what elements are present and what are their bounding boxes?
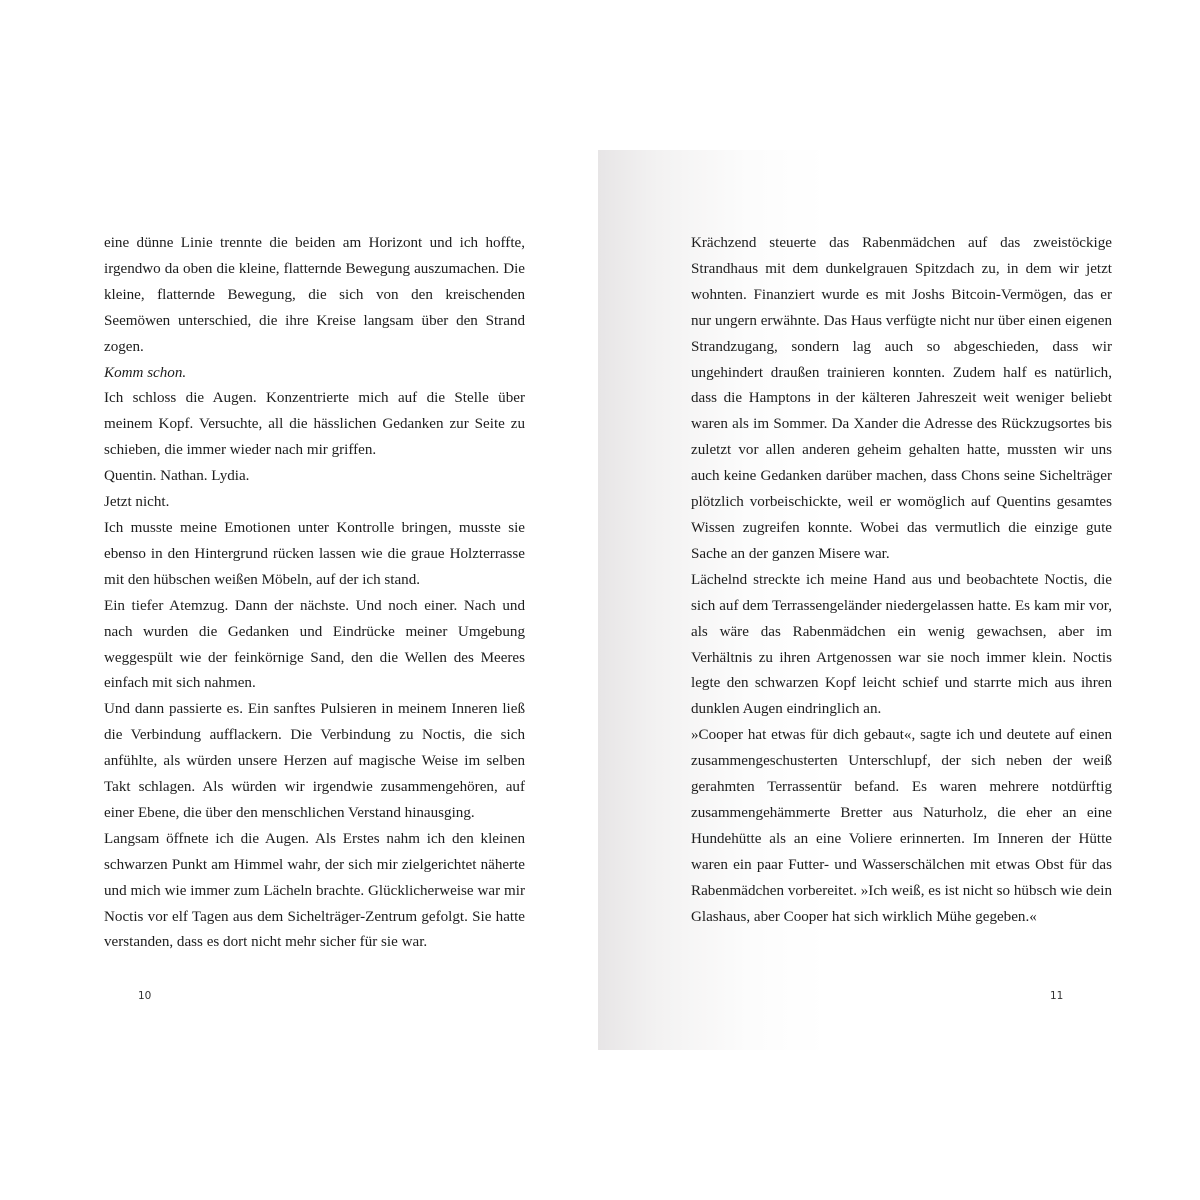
paragraph: Lächelnd streckte ich meine Hand aus und beobachtete Noctis, die sich auf dem Terrassengeländer niedergelassen hatte. Es kam mir vor, als wäre das Rabenmädchen ein wenig gewachsen, aber im Verhältnis zu ihren Artgenossen war sie noch immer klein. Noctis legte den schwarzen Kopf leicht schief und starrte mich aus ihren dunklen Augen eindringlich an. [691,571,1112,718]
page-number: 10 [138,990,152,1002]
paragraph: Ein tiefer Atemzug. Dann der nächste. Und noch einer. Nach und nach wurden die Gedanken und Eindrücke meiner Umgebung weggespült wie der feinkörnige Sand, den die Wellen des Meeres einfach mit sich nahmen. [104,597,525,692]
paragraph: Quentin. Nathan. Lydia. [104,468,250,485]
paragraph: Komm schon. [104,364,187,381]
paragraph: Und dann passierte es. Ein sanftes Pulsieren in meinem Inneren ließ die Verbindung aufflackern. Die Verbindung zu Noctis, die sich anfühlte, als würden unsere Herzen auf magische Weise im selben Takt schlagen. Als würden wir irgendwie zusammengehören, auf einer Ebene, die über den menschlichen Verstand hinausging. [104,701,525,821]
paragraph: Ich schloss die Augen. Konzentrierte mich auf die Stelle über meinem Kopf. Versuchte, all die hässlichen Gedanken zur Seite zu schieben, die immer wieder nach mir griffen. [104,390,525,459]
right-page-text [691,231,1112,930]
page-number: 11 [1050,990,1064,1002]
left-page-text [104,231,525,956]
paragraph: eine dünne Linie trennte die beiden am Horizont und ich hoffte, irgendwo da oben die kleine, flatternde Bewegung auszumachen. Die kleine, flatternde Bewegung, die sich von den kreischenden Seemöwen unterschied, die ihre Kreise langsam über den Strand zogen. [104,235,525,355]
right-page [598,150,1198,1050]
paragraph: Ich musste meine Emotionen unter Kontrolle bringen, musste sie ebenso in den Hintergrund rücken lassen wie die graue Holzterrasse mit den hübschen weißen Möbeln, auf der ich stand. [104,519,525,588]
paragraph: Jetzt nicht. [104,494,170,511]
paragraph: Langsam öffnete ich die Augen. Als Erstes nahm ich den kleinen schwarzen Punkt am Himmel wahr, der sich mir zielgerichtet näherte und mich wie immer zum Lächeln brachte. Glücklicherweise war mir Noctis vor elf Tagen aus dem Sichelträger-Zentrum gefolgt. Sie hatte verstanden, dass es dort nicht mehr sicher für sie war. [104,830,525,951]
paragraph: »Cooper hat etwas für dich gebaut«, sagte ich und deutete auf einen zusammengeschusterten Unterschlupf, der sich neben der weiß gerahmten Terrassentür befand. Es waren mehrere notdürftig zusammengehämmerte Bretter aus Naturholz, die eher an eine Hundehütte als an eine Voliere erinnerten. Im Inneren der Hütte waren ein paar Futter- und Wasserschälchen mit etwas Obst für das Rabenmädchen vorbereitet. »Ich weiß, es ist nicht so hübsch wie dein Glashaus, aber Cooper hat sich wirklich Mühe gegeben.« [691,727,1112,925]
paragraph: Krächzend steuerte das Rabenmädchen auf das zweistöckige Strandhaus mit dem dunkelgrauen Spitzdach zu, in dem wir jetzt wohnten. Finanziert wurde es mit Joshs Bitcoin-Vermögen, das er nur ungern erwähnte. Das Haus verfügte nicht nur über einen eigenen Strandzugang, sondern lag auch so abgeschieden, dass wir ungehindert draußen trainieren konnten. Zudem half es natürlich, dass die Hamptons in der kälteren Jahreszeit weit weniger beliebt waren als im Sommer. Da Xander die Adresse des Rückzugsortes bis zuletzt vor allen anderen geheim gehalten hatte, mussten wir uns auch keine Gedanken darüber machen, dass Chons seine Sichelträger plötzlich vorbeischickte, weil er womöglich auf Quentins gesamtes Wissen zugreifen konnte. Wobei das vermutlich die einzige gute Sache an der ganzen Misere war. [691,235,1112,562]
left-page [0,150,600,1050]
